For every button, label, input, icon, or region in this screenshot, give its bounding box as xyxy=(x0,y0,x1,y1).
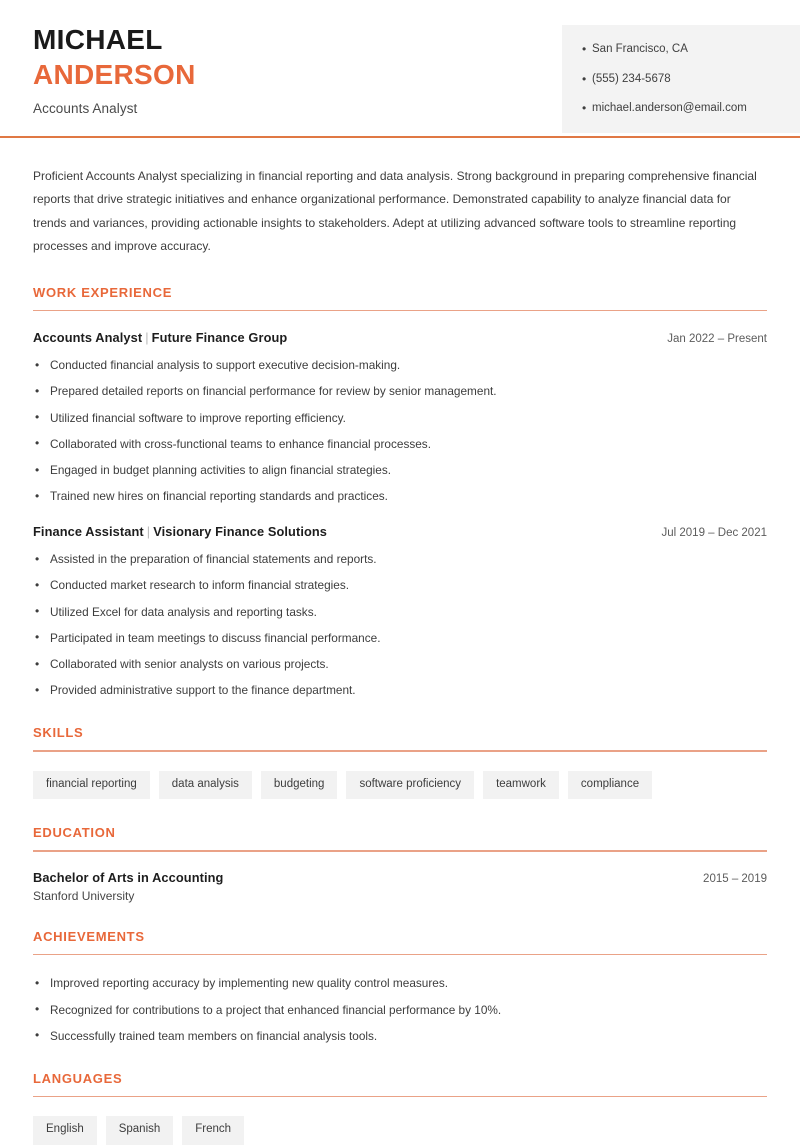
section-title-achievements: ACHIEVEMENTS xyxy=(33,928,145,944)
section-languages xyxy=(33,1071,767,1145)
work-entry-dates: Jul 2019 – Dec 2021 xyxy=(661,527,767,540)
work-entry-title xyxy=(33,524,327,539)
contact-phone-text: (555) 234-5678 xyxy=(592,72,671,85)
contact-location xyxy=(582,41,782,58)
list-item: • Prepared detailed reports on financial performance for review by senior management. xyxy=(33,383,767,400)
contact-phone[interactable] xyxy=(582,71,782,88)
education-entry-header xyxy=(33,870,767,885)
list-item: • Assisted in the preparation of financial statements and reports. xyxy=(33,551,767,568)
section-work-experience xyxy=(33,285,767,700)
title-separator: | xyxy=(145,330,149,346)
contact-info-block xyxy=(562,25,800,133)
section-divider xyxy=(33,310,767,312)
identity-block xyxy=(33,0,196,116)
section-education xyxy=(33,825,767,903)
work-entry-role: Accounts Analyst xyxy=(33,330,143,346)
education-entry xyxy=(33,870,767,903)
skill-chip: budgeting xyxy=(261,771,338,800)
work-entry-bullets xyxy=(33,357,767,505)
bullet-icon: • xyxy=(582,101,587,116)
list-item: • Recognized for contributions to a project that enhanced financial performance by 10%. xyxy=(33,1002,767,1019)
skill-chip: teamwork xyxy=(483,771,559,800)
section-divider xyxy=(33,1096,767,1098)
bullet-icon: • xyxy=(582,71,587,86)
work-entry-title xyxy=(33,330,287,345)
skill-chip: software proficiency xyxy=(346,771,474,800)
list-item: • Successfully trained team members on financial analysis tools. xyxy=(33,1028,767,1045)
list-item: • Utilized Excel for data analysis and reporting tasks. xyxy=(33,604,767,621)
section-divider xyxy=(33,850,767,852)
skill-chip: compliance xyxy=(568,771,652,800)
skills-chip-list xyxy=(33,771,767,800)
skill-chip: data analysis xyxy=(159,771,252,800)
page-title: Accounts Analyst xyxy=(33,101,138,117)
work-entry-company: Future Finance Group xyxy=(151,330,288,346)
contact-email-text: michael.anderson@email.com xyxy=(592,102,747,115)
section-achievements xyxy=(33,929,767,1045)
language-chip: English xyxy=(33,1116,97,1145)
work-entry-bullets xyxy=(33,551,767,699)
work-entry-role: Finance Assistant xyxy=(33,524,144,540)
bullet-icon: • xyxy=(582,42,587,56)
list-item: • Engaged in budget planning activities to align financial strategies. xyxy=(33,462,767,479)
language-chip: Spanish xyxy=(106,1116,174,1145)
contact-email[interactable] xyxy=(582,100,782,117)
list-item: • Provided administrative support to the finance department. xyxy=(33,682,767,699)
education-dates: 2015 – 2019 xyxy=(703,872,767,885)
contact-location-text: San Francisco, CA xyxy=(592,43,688,55)
list-item: • Collaborated with senior analysts on various projects. xyxy=(33,656,767,673)
section-title-languages: LANGUAGES xyxy=(33,1070,123,1086)
list-item: • Utilized financial software to improve reporting efficiency. xyxy=(33,410,767,427)
section-divider xyxy=(33,750,767,752)
work-entry xyxy=(33,524,767,699)
list-item: • Participated in team meetings to discuss financial performance. xyxy=(33,630,767,647)
section-divider xyxy=(33,954,767,956)
section-title-skills: SKILLS xyxy=(33,725,84,741)
list-item: • Collaborated with cross-functional teams to enhance financial processes. xyxy=(33,436,767,453)
languages-chip-list xyxy=(33,1116,767,1145)
work-entry-header xyxy=(33,330,767,345)
list-item: • Conducted financial analysis to support executive decision-making. xyxy=(33,357,767,374)
resume-header xyxy=(0,0,800,137)
education-degree: Bachelor of Arts in Accounting xyxy=(33,869,224,885)
title-separator: | xyxy=(146,524,151,540)
section-title-work-experience: WORK EXPERIENCE xyxy=(33,284,173,300)
header-divider xyxy=(0,136,800,138)
first-name: MICHAEL xyxy=(33,24,163,55)
work-entry-dates: Jan 2022 – Present xyxy=(667,333,767,346)
section-title-education: EDUCATION xyxy=(33,825,116,841)
section-skills xyxy=(33,725,767,799)
list-item: • Improved reporting accuracy by implementing new quality control measures. xyxy=(33,975,767,992)
achievements-list xyxy=(33,975,767,1044)
language-chip: French xyxy=(182,1116,244,1145)
work-entry-header xyxy=(33,524,767,539)
work-entry-company: Visionary Finance Solutions xyxy=(153,524,328,540)
work-entry xyxy=(33,330,767,505)
professional-summary: Proficient Accounts Analyst specializing in financial reporting and data analysis. Strong background in preparing comprehensive financial reports that drive strategic initiatives and enhance organizational performance. Demonstrated capability to analyze financial data for trends and variances, providing actionable insights to stakeholders. Adept at utilizing advanced software tools to streamline reporting processes and improve accuracy. xyxy=(33,169,757,254)
list-item: • Trained new hires on financial reporting standards and practices. xyxy=(33,488,767,505)
resume-body xyxy=(0,165,800,1145)
list-item: • Conducted market research to inform financial strategies. xyxy=(33,577,767,594)
skill-chip: financial reporting xyxy=(33,771,150,800)
last-name: ANDERSON xyxy=(33,58,196,90)
education-school: Stanford University xyxy=(33,888,135,903)
